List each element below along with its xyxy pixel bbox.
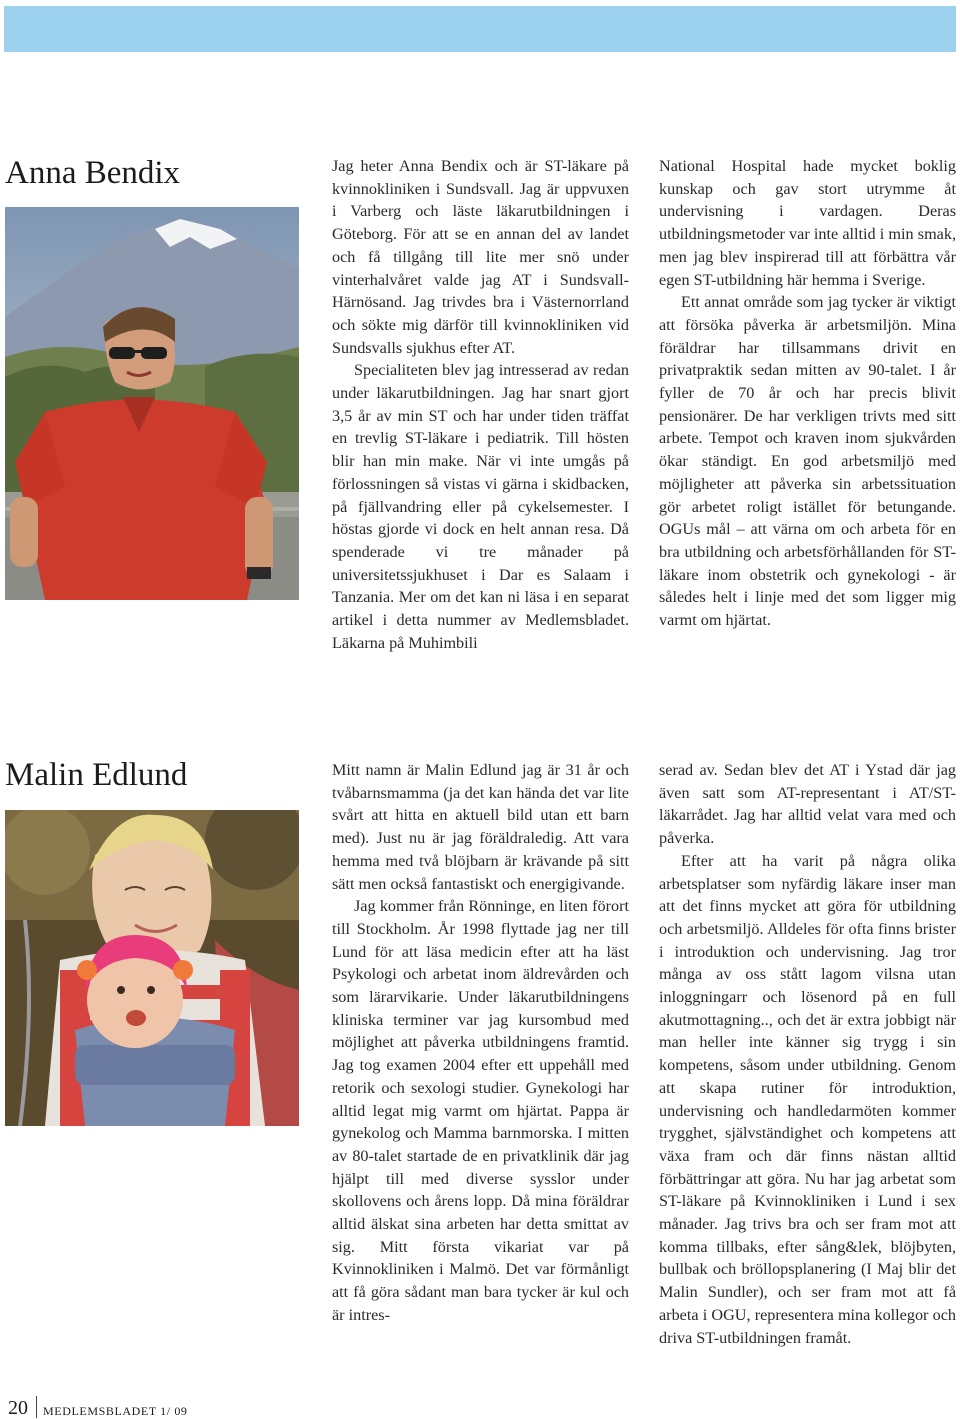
photo-malin-edlund bbox=[5, 810, 299, 1126]
article-column-anna-1 bbox=[332, 155, 629, 654]
magazine-issue: MEDLEMSBLADET 1/ 09 bbox=[43, 1404, 188, 1418]
page-footer bbox=[8, 1396, 188, 1418]
paragraph: serad av. Sedan blev det AT i Ystad där jag även satt som AT-representant i AT/ST-läkarrådet. Jag har alltid velat vara med och påverka. bbox=[659, 761, 956, 848]
paragraph: National Hospital hade mycket boklig kunskap och gav stort utrymme åt undervisning i vardagen. Deras utbildningsmetoder var inte alltid i min smak, men jag blev inspirerad till att förbättra vår egen ST-utbildning här hemma i Sverige. bbox=[659, 157, 956, 289]
article-column-malin-2 bbox=[659, 759, 956, 1349]
paragraph: Ett annat område som jag tycker är viktigt att försöka påverka är arbetsmiljön. Mina föräldrar har tillsammans drivit en privatpraktik sedan mitten av 90-talet. I år fyller de 70 år och har precis blivit pensionärer. De har verkligen trivts med sitt arbete. Tempot och kraven inom sjukvården ökar ständigt. En god arbetsmiljö med möjligheter att påverka sin arbetssituation gör arbetet roligt istället för betungande. OGUs mål – att värna om och arbeta för en bra utbildning och arbetsförhållanden för ST-läkare inom obstetrik och gynekologi - är således helt i linje med det som ligger mig varmt om hjärtat. bbox=[659, 293, 956, 630]
page-number: 20 bbox=[8, 1397, 28, 1419]
paragraph: Jag kommer från Rönninge, en liten förort till Stockholm. År 1998 flyttade jag ner till Lund för att läsa medicin efter att ha läst Psykologi och arbetat inom äldrevården och som lärarvikarie. Under läkarutbildningens kliniska terminer var jag kursombud med möjlighet att påverka utbildningens framtid. Jag tog examen 2004 efter ett uppehåll med retorik och sexologi studier. Gynekologi har alltid legat mig varmt om hjärtat. Pappa är gynekolog och Mamma barnmorska. I mitten av 80-talet startade de en privatklinik där jag hjälpt till med diverse sysslor under skollovens och årens lopp. Då mina föräldrar alltid älskat sina arbeten har detta smittat av sig. Mitt första vikariat var på Kvinnokliniken i Malmö. Det var förmånligt att få göra sådant man bara tycker är kul och är intres- bbox=[332, 897, 629, 1324]
paragraph: Efter att ha varit på några olika arbetsplatser som nyfärdig läkare inser man att det finns mycket att göra för utbildning och arbetsmiljö. Alldeles för ofta finns brister i introduktion och undervisning. Jag tror många av oss stått lagom vilsna utan inloggningarr och lösenord på en full akutmottagning.., och det är extra jobbigt när man heller inte känner sig trygg i sin kompetens, såsom under utbildning. Genom att skapa rutiner för introduktion, undervisning och handledarmöten kommer trygghet, självständighet och kompetens att växa fram och där finns nästan alltid förbättringar att göra. Nu har jag arbetat som ST-läkare på Kvinnokliniken i Lund i sex månader. Jag trivs bra och ser fram mot att komma tillbaks, efter sång&lek, blöjbyten, bullbak och bröllopsplanering (I Maj blir det Malin Sundler), och ser fram mot att få arbeta i OGU, representera mina kollegor och driva ST-utbildningen framåt. bbox=[659, 851, 956, 1347]
paragraph: Mitt namn är Malin Edlund jag är 31 år och tvåbarnsmamma (ja det kan hända det var lite svårt att hitta en aktuell bild utan ett barn med). Just nu är jag föräldraledig. Att vara hemma med två blöjbarn är krävande på sitt sätt men också fantastiskt och energigivande. bbox=[332, 761, 629, 893]
photo-anna-bendix bbox=[5, 207, 299, 600]
article-column-anna-2 bbox=[659, 155, 956, 632]
person-name-malin: Malin Edlund bbox=[5, 757, 188, 793]
paragraph: Specialiteten blev jag intresserad av redan under läkarutbildningen. Jag har snart gjort 3,5 år av min ST och har under tiden träffat en trevlig ST-läkare i pediatrik. Till hösten blir han min make. När vi inte umgås på förlossningen så vistas vi gärna i skidbacken, på fjällvandring eller på cykelsemester. I höstas gjorde vi dock en helt annan resa. Då spenderade vi tre månader på universitetssjukhuset i Dar es Salaam i Tanzania. Mer om det kan ni läsa i en separat artikel i detta nummer av Medlemsbladet. Läkarna på Muhimbili bbox=[332, 361, 629, 652]
article-column-malin-1 bbox=[332, 759, 629, 1327]
person-name-anna: Anna Bendix bbox=[5, 155, 181, 191]
paragraph: Jag heter Anna Bendix och är ST-läkare på kvinnokliniken i Sundsvall. Jag är uppvuxen i Varberg och läste läkarutbildningen i Göteborg. För att se en annan del av landet och få tillgång till lite mer snö under vinterhalvåret valde jag AT i Sundsvall-Härnösand. Jag trivdes bra i Västernorrland och sökte mig därför till kvinnokliniken vid Sundsvalls sjukhus efter AT. bbox=[332, 157, 629, 357]
top-color-band bbox=[4, 6, 956, 52]
